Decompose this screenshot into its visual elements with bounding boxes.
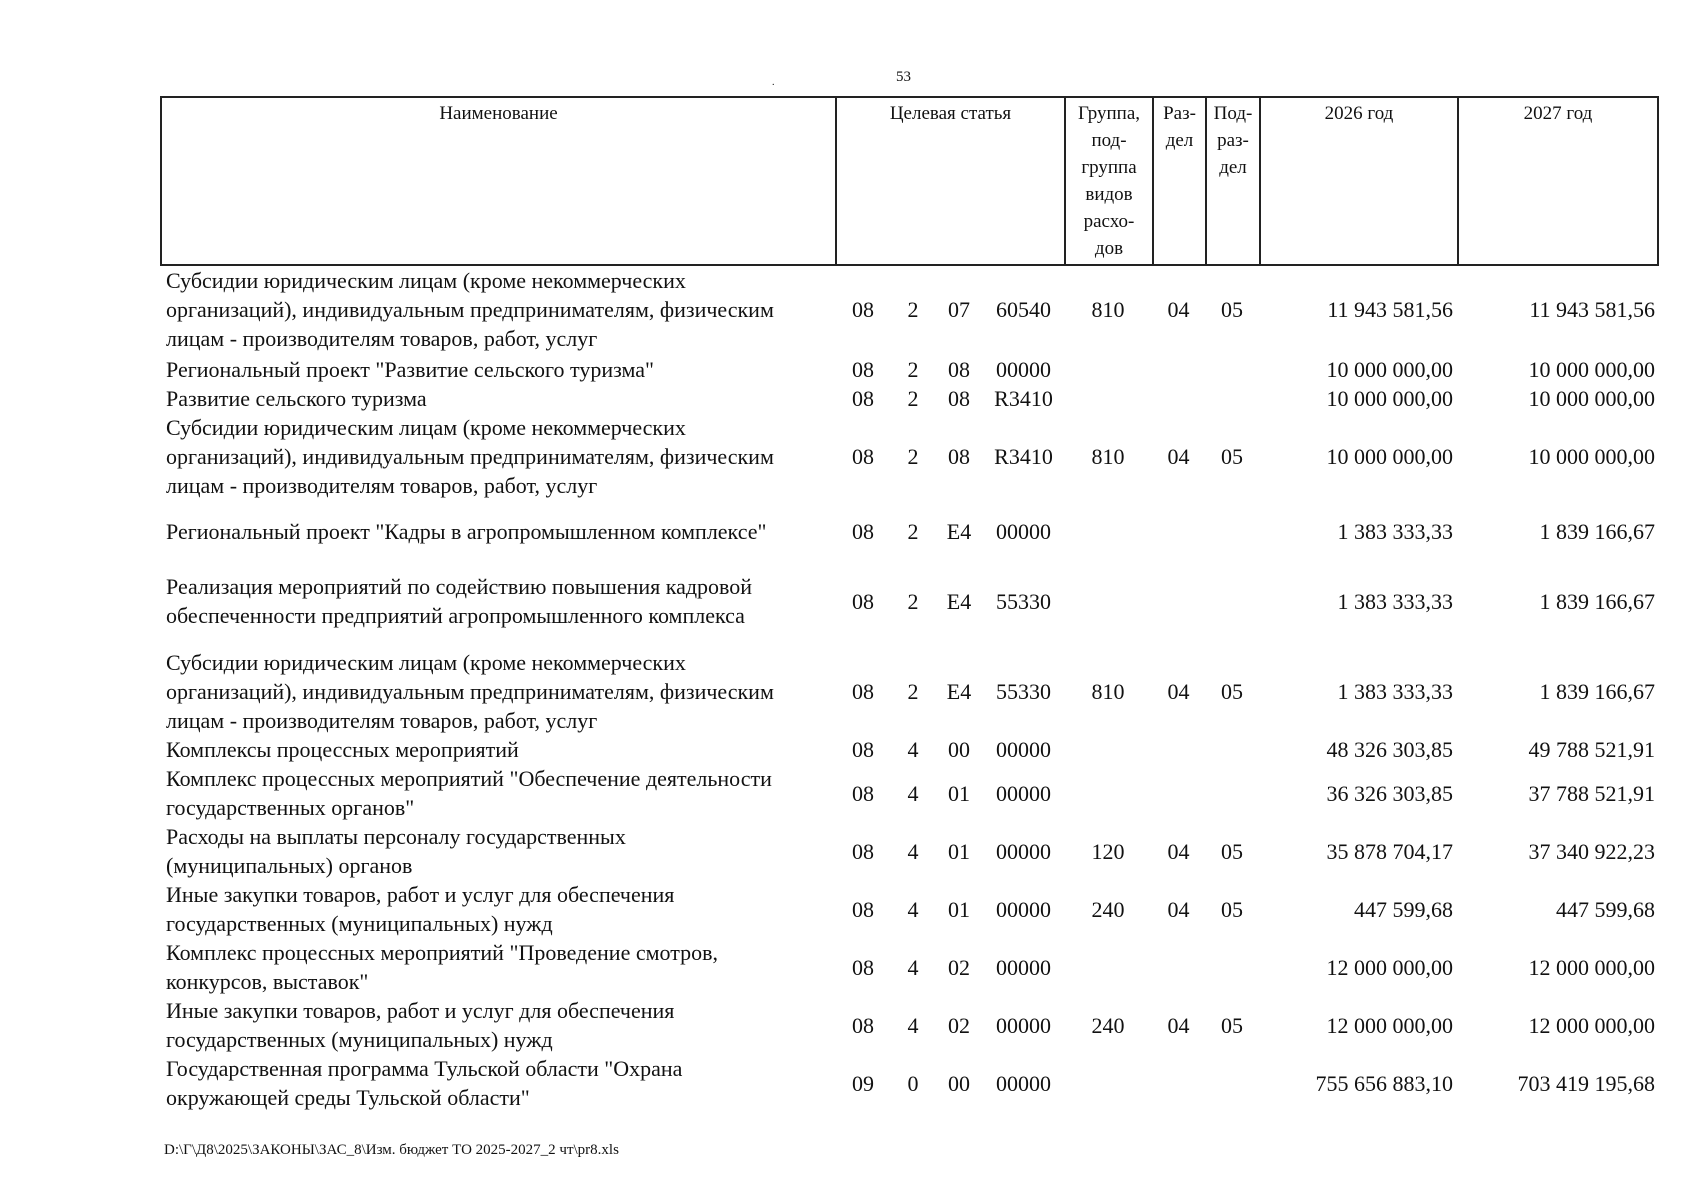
target-subprogram-code: 0 (907, 1070, 919, 1096)
row-name (166, 1054, 826, 1112)
expense-group: 810 (1091, 679, 1125, 704)
row-name-line: организаций), индивидуальным предпринимателям, физическим (166, 444, 774, 469)
row-name (166, 413, 826, 500)
target-program-code: 08 (852, 1012, 874, 1038)
file-path-footer: D:\Г\Д8\2025\ЗАКОНЫ\ЗАС_8\Изм. бюджет ТО 2025-2027_2 чт\pr8.xls (164, 1142, 619, 1158)
row-name (166, 648, 826, 735)
row-name-line: Региональный проект "Развитие сельского туризма" (166, 357, 654, 382)
header-group-line: дов (1094, 238, 1124, 259)
razdel (1152, 938, 1205, 996)
row-name-line: Субсидии юридическим лицам (кроме некоммерческих (166, 415, 686, 440)
target-direction-code: 00000 (996, 896, 1051, 922)
amount-2026: 35 878 704,17 (1326, 838, 1453, 864)
table-row (160, 413, 1659, 500)
amount-2026: 12 000 000,00 (1326, 954, 1453, 980)
podrazdel (1205, 384, 1259, 413)
target-program-code: 09 (852, 1070, 874, 1096)
row-name (166, 764, 826, 822)
row-name-line: государственных (муниципальных) нужд (166, 1027, 553, 1052)
header-razdel-line: дел (1165, 130, 1194, 151)
target-project-code: Е4 (946, 588, 972, 614)
amount-2026: 10 000 000,00 (1326, 386, 1453, 411)
target-subprogram-code: 4 (907, 780, 919, 806)
amount-2026: 48 326 303,85 (1326, 737, 1453, 762)
row-name-line: организаций), индивидуальным предпринимателям, физическим (166, 679, 774, 704)
amount-2027: 11 943 581,56 (1529, 297, 1655, 322)
header-razdel (1154, 98, 1207, 264)
row-name-line: Комплекс процессных мероприятий "Обеспечение деятельности (166, 766, 772, 791)
target-direction-code: 55330 (996, 588, 1051, 614)
target-subprogram-code: 2 (907, 679, 919, 704)
target-direction-code: 00000 (996, 838, 1051, 864)
header-group-line: расхо- (1083, 211, 1135, 232)
target-direction-code: 00000 (996, 1012, 1051, 1038)
row-name (166, 572, 826, 630)
table-row (160, 266, 1659, 353)
amount-2026: 1 383 333,33 (1337, 519, 1453, 544)
razdel: 04 (1167, 1012, 1190, 1038)
podrazdel: 05 (1221, 679, 1243, 704)
expense-group (1064, 938, 1152, 996)
razdel (1152, 517, 1205, 546)
expense-group (1064, 1054, 1152, 1112)
target-direction-code: 55330 (996, 679, 1051, 704)
amount-2027: 37 788 521,91 (1528, 780, 1655, 806)
header-group-line: Группа, (1077, 103, 1141, 124)
target-direction-code: 00000 (996, 357, 1051, 382)
row-name-line: лицам - производителям товаров, работ, услуг (166, 326, 598, 351)
amount-2027: 703 419 195,68 (1517, 1070, 1655, 1096)
razdel: 04 (1167, 444, 1190, 469)
expense-group (1064, 764, 1152, 822)
amount-2026: 1 383 333,33 (1337, 679, 1453, 704)
target-program-code: 08 (852, 737, 874, 762)
target-subprogram-code: 2 (907, 519, 919, 544)
podrazdel: 05 (1221, 896, 1243, 922)
target-subprogram-code: 4 (907, 737, 919, 762)
podrazdel (1205, 764, 1259, 822)
row-name-line: государственных органов" (166, 795, 415, 820)
row-name-line: конкурсов, выставок" (166, 969, 369, 994)
expense-group: 810 (1091, 444, 1125, 469)
podrazdel: 05 (1221, 297, 1243, 322)
header-year-2027: 2027 год (1523, 103, 1593, 124)
expense-group: 240 (1091, 896, 1125, 922)
row-name-line: Иные закупки товаров, работ и услуг для обеспечения (166, 882, 675, 907)
row-name (166, 996, 826, 1054)
amount-2027: 1 839 166,67 (1539, 519, 1655, 544)
target-program-code: 08 (852, 386, 874, 411)
razdel: 04 (1167, 896, 1190, 922)
table-row (160, 735, 1659, 764)
row-name (166, 822, 826, 880)
target-subprogram-code: 4 (907, 954, 919, 980)
row-name-line: Расходы на выплаты персоналу государственных (166, 824, 626, 849)
razdel: 04 (1167, 838, 1190, 864)
razdel: 04 (1167, 679, 1190, 704)
target-project-code: Е4 (946, 519, 972, 544)
target-subprogram-code: 2 (907, 297, 919, 322)
podrazdel (1205, 1054, 1259, 1112)
expense-group (1064, 384, 1152, 413)
target-project-code: 07 (948, 297, 970, 322)
podrazdel: 05 (1221, 1012, 1243, 1038)
target-direction-code: 00000 (996, 519, 1051, 544)
row-name-line: Субсидии юридическим лицам (кроме некоммерческих (166, 650, 686, 675)
razdel (1152, 355, 1205, 384)
row-name (166, 517, 826, 546)
target-project-code: Е4 (946, 679, 972, 704)
row-name-line: Государственная программа Тульской области "Охрана (166, 1056, 683, 1081)
razdel: 04 (1167, 297, 1190, 322)
amount-2026: 1 383 333,33 (1337, 588, 1453, 614)
amount-2027: 1 839 166,67 (1539, 679, 1655, 704)
target-program-code: 08 (852, 679, 874, 704)
podrazdel (1205, 938, 1259, 996)
amount-2027: 1 839 166,67 (1539, 588, 1655, 614)
amount-2027: 10 000 000,00 (1528, 444, 1655, 469)
target-project-code: 08 (948, 444, 970, 469)
expense-group: 810 (1091, 297, 1125, 322)
target-direction-code: R3410 (994, 444, 1053, 469)
target-project-code: 01 (948, 838, 970, 864)
target-project-code: 01 (948, 780, 970, 806)
expense-group (1064, 572, 1152, 630)
target-program-code: 08 (852, 954, 874, 980)
table-row (160, 996, 1659, 1054)
row-name-line: Комплекс процессных мероприятий "Проведение смотров, (166, 940, 718, 965)
row-name-line: Иные закупки товаров, работ и услуг для обеспечения (166, 998, 675, 1023)
table-row (160, 355, 1659, 384)
amount-2027: 10 000 000,00 (1528, 357, 1655, 382)
amount-2027: 10 000 000,00 (1528, 386, 1655, 411)
page-number: 53 (896, 69, 911, 85)
table-row (160, 822, 1659, 880)
target-subprogram-code: 2 (907, 444, 919, 469)
table-row (160, 1054, 1659, 1112)
podrazdel (1205, 735, 1259, 764)
target-direction-code: R3410 (994, 386, 1053, 411)
target-direction-code: 00000 (996, 1070, 1051, 1096)
table-row (160, 648, 1659, 735)
row-name-line: лицам - производителям товаров, работ, услуг (166, 708, 598, 733)
row-name (166, 266, 826, 353)
header-podrazdel-line: раз- (1217, 130, 1249, 151)
target-subprogram-code: 4 (907, 1012, 919, 1038)
header-target-article: Целевая статья (837, 98, 1066, 264)
expense-group: 120 (1091, 838, 1125, 864)
target-project-code: 08 (948, 357, 970, 382)
target-project-code: 02 (948, 1012, 970, 1038)
target-direction-code: 00000 (996, 954, 1051, 980)
expense-group (1064, 735, 1152, 764)
podrazdel (1205, 572, 1259, 630)
target-program-code: 08 (852, 297, 874, 322)
podrazdel (1205, 517, 1259, 546)
row-name-line: Субсидии юридическим лицам (кроме некоммерческих (166, 268, 686, 293)
row-name-line: государственных (муниципальных) нужд (166, 911, 553, 936)
row-name-line: лицам - производителям товаров, работ, услуг (166, 473, 598, 498)
target-project-code: 08 (948, 386, 970, 411)
amount-2026: 447 599,68 (1354, 896, 1453, 922)
target-subprogram-code: 4 (907, 896, 919, 922)
row-name-line: Комплексы процессных мероприятий (166, 737, 519, 762)
target-program-code: 08 (852, 780, 874, 806)
razdel (1152, 384, 1205, 413)
amount-2026: 11 943 581,56 (1327, 297, 1453, 322)
row-name (166, 938, 826, 996)
target-program-code: 08 (852, 357, 874, 382)
stray-dot: . (772, 77, 775, 88)
header-razdel-line: Раз- (1163, 103, 1196, 124)
target-program-code: 08 (852, 519, 874, 544)
amount-2027: 37 340 922,23 (1528, 838, 1655, 864)
amount-2027: 49 788 521,91 (1528, 737, 1655, 762)
header-podrazdel-line: Под- (1213, 103, 1253, 124)
row-name (166, 384, 826, 413)
amount-2027: 447 599,68 (1556, 896, 1655, 922)
expense-group (1064, 517, 1152, 546)
amount-2027: 12 000 000,00 (1528, 1012, 1655, 1038)
amount-2026: 10 000 000,00 (1326, 357, 1453, 382)
row-name-line: окружающей среды Тульской области" (166, 1085, 530, 1110)
table-row (160, 384, 1659, 413)
header-name: Наименование (162, 98, 837, 264)
table-row (160, 572, 1659, 630)
amount-2027: 12 000 000,00 (1528, 954, 1655, 980)
target-subprogram-code: 2 (907, 386, 919, 411)
razdel (1152, 735, 1205, 764)
header-group-line: под- (1091, 130, 1127, 151)
target-program-code: 08 (852, 588, 874, 614)
header-expense-group (1066, 98, 1154, 264)
target-program-code: 08 (852, 838, 874, 864)
target-project-code: 02 (948, 954, 970, 980)
target-project-code: 00 (948, 1070, 970, 1096)
table-row (160, 938, 1659, 996)
target-subprogram-code: 4 (907, 838, 919, 864)
podrazdel: 05 (1221, 444, 1243, 469)
row-name-line: обеспеченности предприятий агропромышленного комплекса (166, 603, 745, 628)
razdel (1152, 1054, 1205, 1112)
target-project-code: 00 (948, 737, 970, 762)
table-row (160, 880, 1659, 938)
expense-group: 240 (1091, 1012, 1125, 1038)
header-podrazdel-line: дел (1219, 157, 1247, 178)
target-subprogram-code: 2 (907, 588, 919, 614)
target-direction-code: 00000 (996, 737, 1051, 762)
header-podrazdel (1207, 98, 1261, 264)
table-header (160, 96, 1659, 266)
row-name-line: Развитие сельского туризма (166, 386, 427, 411)
row-name-line: организаций), индивидуальным предпринимателям, физическим (166, 297, 774, 322)
amount-2026: 755 656 883,10 (1315, 1070, 1453, 1096)
target-program-code: 08 (852, 444, 874, 469)
table-row (160, 517, 1659, 546)
amount-2026: 12 000 000,00 (1326, 1012, 1453, 1038)
expense-group (1064, 355, 1152, 384)
razdel (1152, 572, 1205, 630)
header-group-line: видов (1085, 184, 1133, 205)
target-direction-code: 00000 (996, 780, 1051, 806)
podrazdel (1205, 355, 1259, 384)
amount-2026: 10 000 000,00 (1326, 444, 1453, 469)
target-subprogram-code: 2 (907, 357, 919, 382)
razdel (1152, 764, 1205, 822)
target-direction-code: 60540 (996, 297, 1051, 322)
target-project-code: 01 (948, 896, 970, 922)
header-year-2026: 2026 год (1261, 98, 1459, 264)
row-name (166, 355, 826, 384)
target-program-code: 08 (852, 896, 874, 922)
table-row (160, 764, 1659, 822)
row-name-line: Региональный проект "Кадры в агропромышленном комплексе" (166, 519, 767, 544)
header-group-line: группа (1081, 157, 1137, 178)
amount-2026: 36 326 303,85 (1326, 780, 1453, 806)
podrazdel: 05 (1221, 838, 1243, 864)
row-name-line: Реализация мероприятий по содействию повышения кадровой (166, 574, 753, 599)
row-name (166, 880, 826, 938)
row-name (166, 735, 826, 764)
row-name-line: (муниципальных) органов (166, 853, 413, 878)
